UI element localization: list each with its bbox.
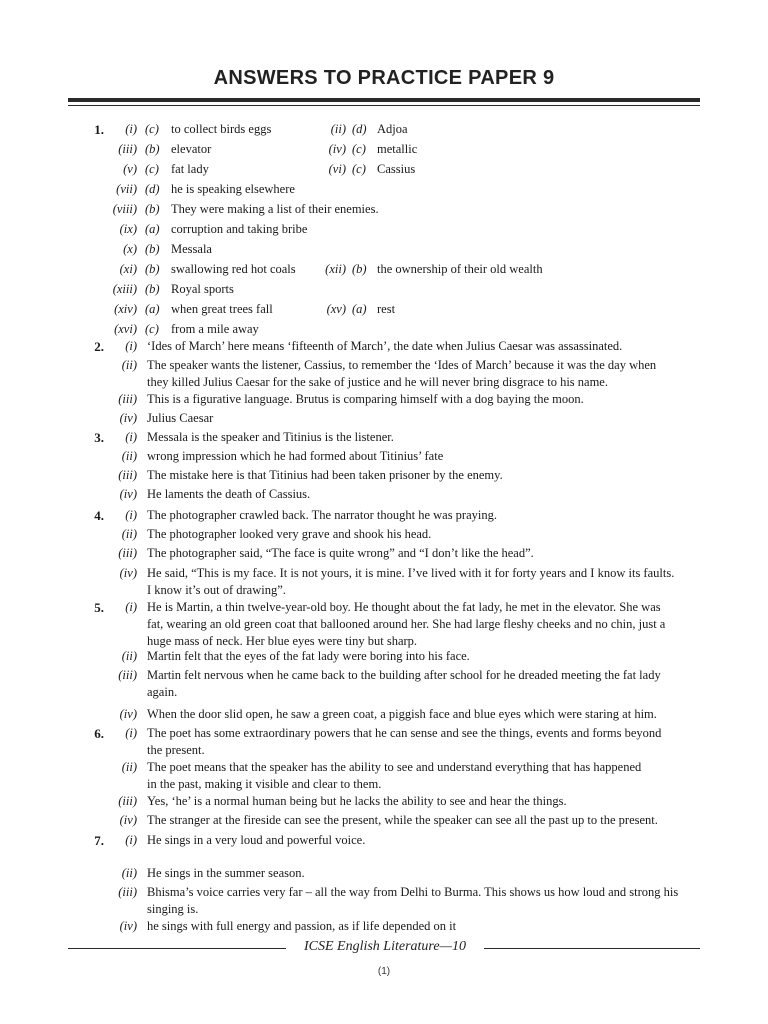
sub-question-number: (v) xyxy=(123,162,137,176)
option-letter: (b) xyxy=(145,202,160,216)
sub-question-number: (vii) xyxy=(116,182,137,196)
sub-question-number: (xiii) xyxy=(112,282,137,296)
option-letter: (a) xyxy=(145,222,160,236)
answer-text: He sings in a very loud and powerful voice. xyxy=(147,833,366,847)
answer-text: Messala is the speaker and Titinius is the listener. xyxy=(147,430,394,444)
sub-question-number: (xii) xyxy=(325,262,346,276)
option-letter: (a) xyxy=(145,302,160,316)
option-letter: (d) xyxy=(352,122,367,136)
option-letter: (c) xyxy=(145,122,159,136)
sub-question-number: (iv) xyxy=(119,707,137,721)
option-letter: (b) xyxy=(145,262,160,276)
sub-question-number: (iii) xyxy=(118,546,137,560)
sub-question-number: (i) xyxy=(125,122,137,136)
page-number: (1) xyxy=(377,966,391,977)
question-number: 3. xyxy=(94,430,104,445)
sub-question-number: (iii) xyxy=(118,885,137,899)
sub-question-number: (i) xyxy=(125,508,137,522)
sub-question-number: (ii) xyxy=(121,760,137,774)
answer-text: when great trees fall xyxy=(171,302,273,316)
sub-question-number: (i) xyxy=(125,600,137,614)
answer-text: The photographer looked very grave and shook his head. xyxy=(147,527,432,541)
answer-text: Adjoa xyxy=(377,122,408,136)
answer-text: He is Martin, a thin twelve-year-old boy. He thought about the fat lady, he met in the elevator. She was xyxy=(147,600,661,614)
sub-question-number: (ii) xyxy=(121,358,137,372)
option-letter: (c) xyxy=(145,162,159,176)
answer-text-continued: the present. xyxy=(147,743,205,757)
sub-question-number: (xi) xyxy=(119,262,137,276)
answer-text: The mistake here is that Titinius had been taken prisoner by the enemy. xyxy=(147,468,503,482)
answer-text: He laments the death of Cassius. xyxy=(147,487,311,501)
sub-question-number: (xvi) xyxy=(114,322,137,336)
answer-text: When the door slid open, he saw a green coat, a piggish face and blue eyes which were staring at him. xyxy=(147,707,657,721)
sub-question-number: (viii) xyxy=(112,202,137,216)
answer-text: the ownership of their old wealth xyxy=(377,262,543,276)
sub-question-number: (i) xyxy=(125,430,137,444)
sub-question-number: (x) xyxy=(123,242,137,256)
question-number: 5. xyxy=(94,600,104,615)
option-letter: (b) xyxy=(145,242,160,256)
answer-text-continued: huge mass of neck. Her blue eyes were tiny but sharp. xyxy=(147,634,418,648)
answer-text: ‘Ides of March’ here means ‘fifteenth of March’, the date when Julius Caesar was assassinated. xyxy=(147,339,623,353)
sub-question-number: (xv) xyxy=(326,302,346,316)
sub-question-number: (iii) xyxy=(118,142,137,156)
answer-text: The speaker wants the listener, Cassius, to remember the ‘Ides of March’ because it was the day when xyxy=(147,358,657,372)
footer-rule-right xyxy=(484,948,700,949)
option-letter: (b) xyxy=(352,262,367,276)
answer-text: Messala xyxy=(171,242,212,256)
sub-question-number: (iv) xyxy=(328,142,346,156)
option-letter: (d) xyxy=(145,182,160,196)
option-letter: (c) xyxy=(352,162,366,176)
answer-text-continued: fat, wearing an old green coat that ballooned around her. She had large fleshy cheeks and no chin, just a xyxy=(147,617,666,631)
answer-text: Yes, ‘he’ is a normal human being but he lacks the ability to see and hear the things. xyxy=(147,794,567,808)
answer-text-continued: singing is. xyxy=(147,902,199,916)
answer-text: They were making a list of their enemies. xyxy=(171,202,379,216)
question-number: 7. xyxy=(94,833,104,848)
answer-text: The stranger at the fireside can see the present, while the speaker can see all the past up to the present. xyxy=(147,813,658,827)
sub-question-number: (ii) xyxy=(121,449,137,463)
sub-question-number: (iv) xyxy=(119,813,137,827)
page-title: ANSWERS TO PRACTICE PAPER 9 xyxy=(213,67,555,89)
answer-text: Bhisma’s voice carries very far – all the way from Delhi to Burma. This shows us how loud and strong his xyxy=(147,885,679,899)
answer-text-continued: again. xyxy=(147,685,178,699)
sub-question-number: (ii) xyxy=(121,866,137,880)
question-number: 4. xyxy=(94,508,104,523)
answer-text: metallic xyxy=(377,142,418,156)
answer-text: Royal sports xyxy=(171,282,234,296)
sub-question-number: (ii) xyxy=(121,527,137,541)
option-letter: (a) xyxy=(352,302,367,316)
footer-book-title: ICSE English Literature—10 xyxy=(303,939,467,954)
sub-question-number: (iv) xyxy=(119,487,137,501)
answer-text: Cassius xyxy=(377,162,416,176)
sub-question-number: (iv) xyxy=(119,566,137,580)
answer-text-continued: they killed Julius Caesar for the sake of justice and he will never bring disgrace to his name. xyxy=(147,375,608,389)
answer-text-continued: in the past, making it visible and clear to them. xyxy=(147,777,382,791)
sub-question-number: (iv) xyxy=(119,411,137,425)
answer-text: The photographer crawled back. The narrator thought he was praying. xyxy=(147,508,497,522)
question-number: 1. xyxy=(94,122,104,137)
answer-text: Martin felt nervous when he came back to the building after school for he dreaded meeting the fat lady xyxy=(147,668,661,682)
answer-text: Julius Caesar xyxy=(147,411,214,425)
answer-text: The poet means that the speaker has the ability to see and understand everything that has happened xyxy=(147,760,642,774)
sub-question-number: (ii) xyxy=(121,649,137,663)
answer-text: Martin felt that the eyes of the fat lady were boring into his face. xyxy=(147,649,470,663)
option-letter: (c) xyxy=(145,322,159,336)
option-letter: (b) xyxy=(145,142,160,156)
answer-text: he is speaking elsewhere xyxy=(171,182,295,196)
answer-text: fat lady xyxy=(171,162,209,176)
option-letter: (c) xyxy=(352,142,366,156)
sub-question-number: (vi) xyxy=(328,162,346,176)
sub-question-number: (iv) xyxy=(119,919,137,933)
sub-question-number: (iii) xyxy=(118,392,137,406)
answer-text: corruption and taking bribe xyxy=(171,222,308,236)
answer-text: rest xyxy=(377,302,396,316)
answer-text: wrong impression which he had formed about Titinius’ fate xyxy=(147,449,444,463)
question-number: 6. xyxy=(94,726,104,741)
answer-text: The photographer said, “The face is quite wrong” and “I don’t like the head”. xyxy=(147,546,534,560)
answer-text: This is a figurative language. Brutus is comparing himself with a dog baying the moon. xyxy=(147,392,584,406)
answer-text: He sings in the summer season. xyxy=(147,866,305,880)
sub-question-number: (i) xyxy=(125,726,137,740)
answer-text: from a mile away xyxy=(171,322,259,336)
sub-question-number: (i) xyxy=(125,339,137,353)
footer-rule-left xyxy=(68,948,286,949)
answer-text: he sings with full energy and passion, as if life depended on it xyxy=(147,919,457,933)
question-number: 2. xyxy=(94,339,104,354)
sub-question-number: (i) xyxy=(125,833,137,847)
answer-text: He said, “This is my face. It is not yours, it is mine. I’ve lived with it for forty years and I know its faults. xyxy=(147,566,675,580)
answer-text: to collect birds eggs xyxy=(171,122,272,136)
option-letter: (b) xyxy=(145,282,160,296)
sub-question-number: (iii) xyxy=(118,794,137,808)
answer-text: The poet has some extraordinary powers that he can sense and see the things, events and forms beyond xyxy=(147,726,662,740)
answer-text: elevator xyxy=(171,142,212,156)
sub-question-number: (ix) xyxy=(119,222,137,236)
answer-text: swallowing red hot coals xyxy=(171,262,296,276)
sub-question-number: (xiv) xyxy=(114,302,137,316)
answer-text-continued: I know it’s out of drawing”. xyxy=(147,583,286,597)
sub-question-number: (ii) xyxy=(330,122,346,136)
sub-question-number: (iii) xyxy=(118,468,137,482)
sub-question-number: (iii) xyxy=(118,668,137,682)
